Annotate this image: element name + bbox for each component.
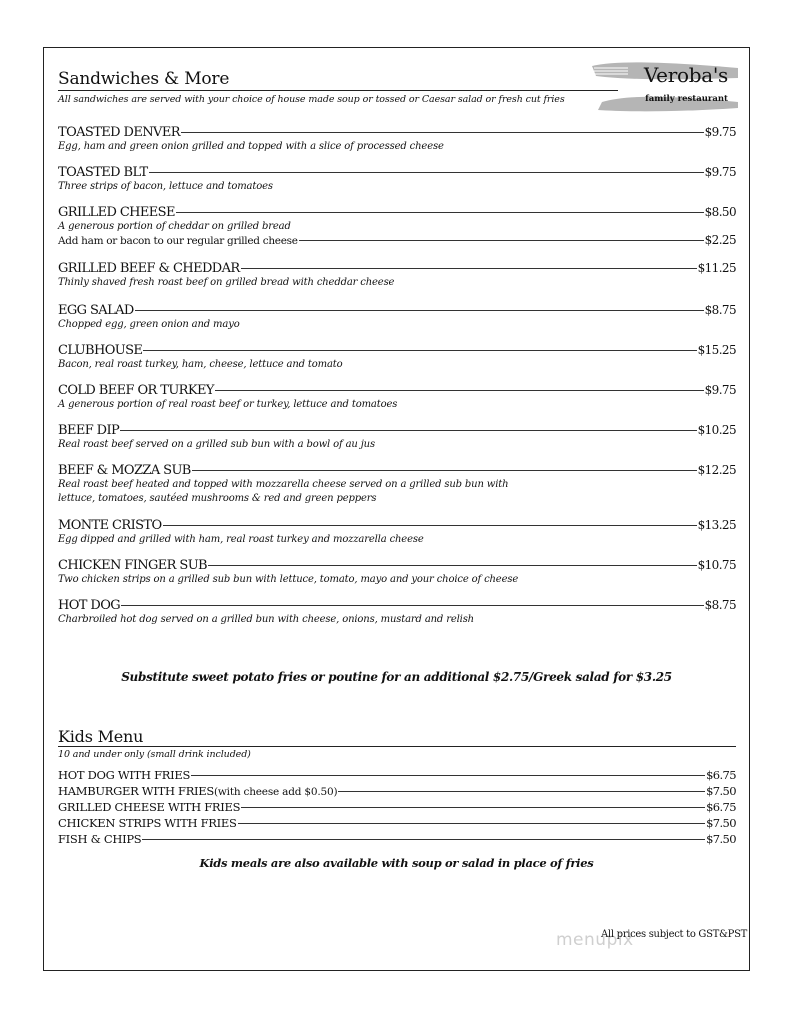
kids-footnote: Kids meals are also available with soup or salad in place of fries [199, 856, 594, 870]
item-name: MONTE CRISTO [58, 518, 162, 533]
dot-leader [181, 132, 704, 133]
menu-item [58, 342, 736, 372]
item-name: BEEF DIP [58, 423, 120, 438]
kids-menu-item [58, 832, 736, 847]
brand-name: Veroba's [643, 63, 728, 87]
dot-leader [191, 775, 705, 776]
kids-menu-item [58, 784, 736, 799]
dot-leader [143, 350, 696, 351]
addon-name: Add ham or bacon to our regular grilled cheese [58, 235, 298, 247]
item-price: $7.50 [706, 816, 736, 830]
item-name: CHICKEN STRIPS WITH FRIES [58, 816, 237, 830]
item-name: HOT DOG [58, 598, 121, 613]
dot-leader [299, 240, 704, 241]
item-name: TOASTED BLT [58, 165, 148, 180]
item-description: Thinly shaved fresh roast beef on grilled bread with cheddar cheese [58, 277, 395, 288]
sandwiches-note: All sandwiches are served with your choice of house made soup or tossed or Caesar salad or fresh cut fries [58, 94, 565, 105]
substitute-note: Substitute sweet potato fries or poutine for an additional $2.75/Greek salad for $3.25 [121, 670, 672, 684]
menu-item [58, 204, 736, 247]
item-name: BEEF & MOZZA SUB [58, 463, 191, 478]
kids-menu-item [58, 800, 736, 815]
item-description: Real roast beef heated and topped with mozzarella cheese served on a grilled sub bun with [58, 479, 509, 490]
kids-menu-title: Kids Menu [58, 727, 144, 746]
item-price: $9.75 [704, 383, 736, 397]
dot-leader [215, 390, 704, 391]
item-name: GRILLED BEEF & CHEDDAR [58, 261, 240, 276]
item-name: HAMBURGER WITH FRIES [58, 784, 214, 798]
item-price: $7.50 [706, 832, 736, 846]
dot-leader [121, 605, 704, 606]
watermark: menupix [556, 930, 634, 950]
item-price: $6.75 [706, 800, 736, 814]
item-name: TOASTED DENVER [58, 125, 180, 140]
menu-item [58, 164, 736, 194]
item-name: COLD BEEF OR TURKEY [58, 383, 214, 398]
brand-subtitle: family restaurant [645, 94, 728, 104]
item-description-continued: lettuce, tomatoes, sautéed mushrooms & red and green peppers [58, 493, 377, 504]
item-price: $6.75 [706, 768, 736, 782]
dot-leader [149, 172, 704, 173]
menu-item [58, 597, 736, 627]
dot-leader [120, 430, 696, 431]
kids-menu-item [58, 768, 736, 783]
item-description: Three strips of bacon, lettuce and tomatoes [58, 181, 273, 192]
tax-note: All prices subject to GST&PST [601, 929, 747, 940]
sandwiches-title: Sandwiches & More [58, 69, 230, 89]
item-price: $8.75 [704, 303, 736, 317]
item-price: $8.50 [704, 205, 736, 219]
item-name: GRILLED CHEESE [58, 205, 175, 220]
addon-row [58, 233, 736, 247]
addon-price: $2.25 [704, 233, 736, 247]
menu-item [58, 557, 736, 587]
item-description: Egg dipped and grilled with ham, real roast turkey and mozzarella cheese [58, 534, 424, 545]
item-price: $11.25 [697, 261, 736, 275]
item-option: (with cheese add $0.50) [213, 786, 338, 798]
item-price: $8.75 [704, 598, 736, 612]
item-price: $10.75 [697, 558, 736, 572]
item-description: Two chicken strips on a grilled sub bun with lettuce, tomato, mayo and your choice of cheese [58, 574, 519, 585]
menu-item [58, 260, 736, 290]
menu-item [58, 462, 736, 506]
item-price: $12.25 [697, 463, 736, 477]
dot-leader [135, 310, 704, 311]
restaurant-logo [588, 58, 740, 118]
item-price: $13.25 [697, 518, 736, 532]
dot-leader [208, 565, 697, 566]
item-description: Charbroiled hot dog served on a grilled bun with cheese, onions, mustard and relish [58, 614, 474, 625]
dot-leader [238, 823, 705, 824]
item-description: Bacon, real roast turkey, ham, cheese, lettuce and tomato [58, 359, 343, 370]
menu-item [58, 517, 736, 547]
item-price: $15.25 [697, 343, 736, 357]
item-description: A generous portion of cheddar on grilled bread [58, 221, 291, 232]
item-name: GRILLED CHEESE WITH FRIES [58, 800, 241, 814]
item-price: $9.75 [704, 165, 736, 179]
kids-title-rule [58, 746, 736, 747]
item-price: $9.75 [704, 125, 736, 139]
menu-item [58, 302, 736, 332]
item-name: CHICKEN FINGER SUB [58, 558, 208, 573]
dot-leader [338, 791, 705, 792]
menu-item [58, 382, 736, 412]
item-price: $7.50 [706, 784, 736, 798]
dot-leader [241, 807, 705, 808]
item-description: Egg, ham and green onion grilled and topped with a slice of processed cheese [58, 141, 444, 152]
item-description: Chopped egg, green onion and mayo [58, 319, 240, 330]
dot-leader [163, 525, 697, 526]
kids-note: 10 and under only (small drink included) [58, 749, 251, 760]
item-name: CLUBHOUSE [58, 343, 143, 358]
menu-item [58, 422, 736, 452]
item-description: Real roast beef served on a grilled sub bun with a bowl of au jus [58, 439, 375, 450]
item-name: FISH & CHIPS [58, 832, 142, 846]
dot-leader [192, 470, 697, 471]
item-description: A generous portion of real roast beef or turkey, lettuce and tomatoes [58, 399, 398, 410]
dot-leader [241, 268, 697, 269]
item-name: EGG SALAD [58, 303, 134, 318]
item-price: $10.25 [697, 423, 736, 437]
dot-leader [142, 839, 705, 840]
kids-menu-item [58, 816, 736, 831]
sandwiches-title-rule [58, 90, 618, 91]
item-name: HOT DOG WITH FRIES [58, 768, 191, 782]
menu-item [58, 124, 736, 154]
dot-leader [176, 212, 704, 213]
